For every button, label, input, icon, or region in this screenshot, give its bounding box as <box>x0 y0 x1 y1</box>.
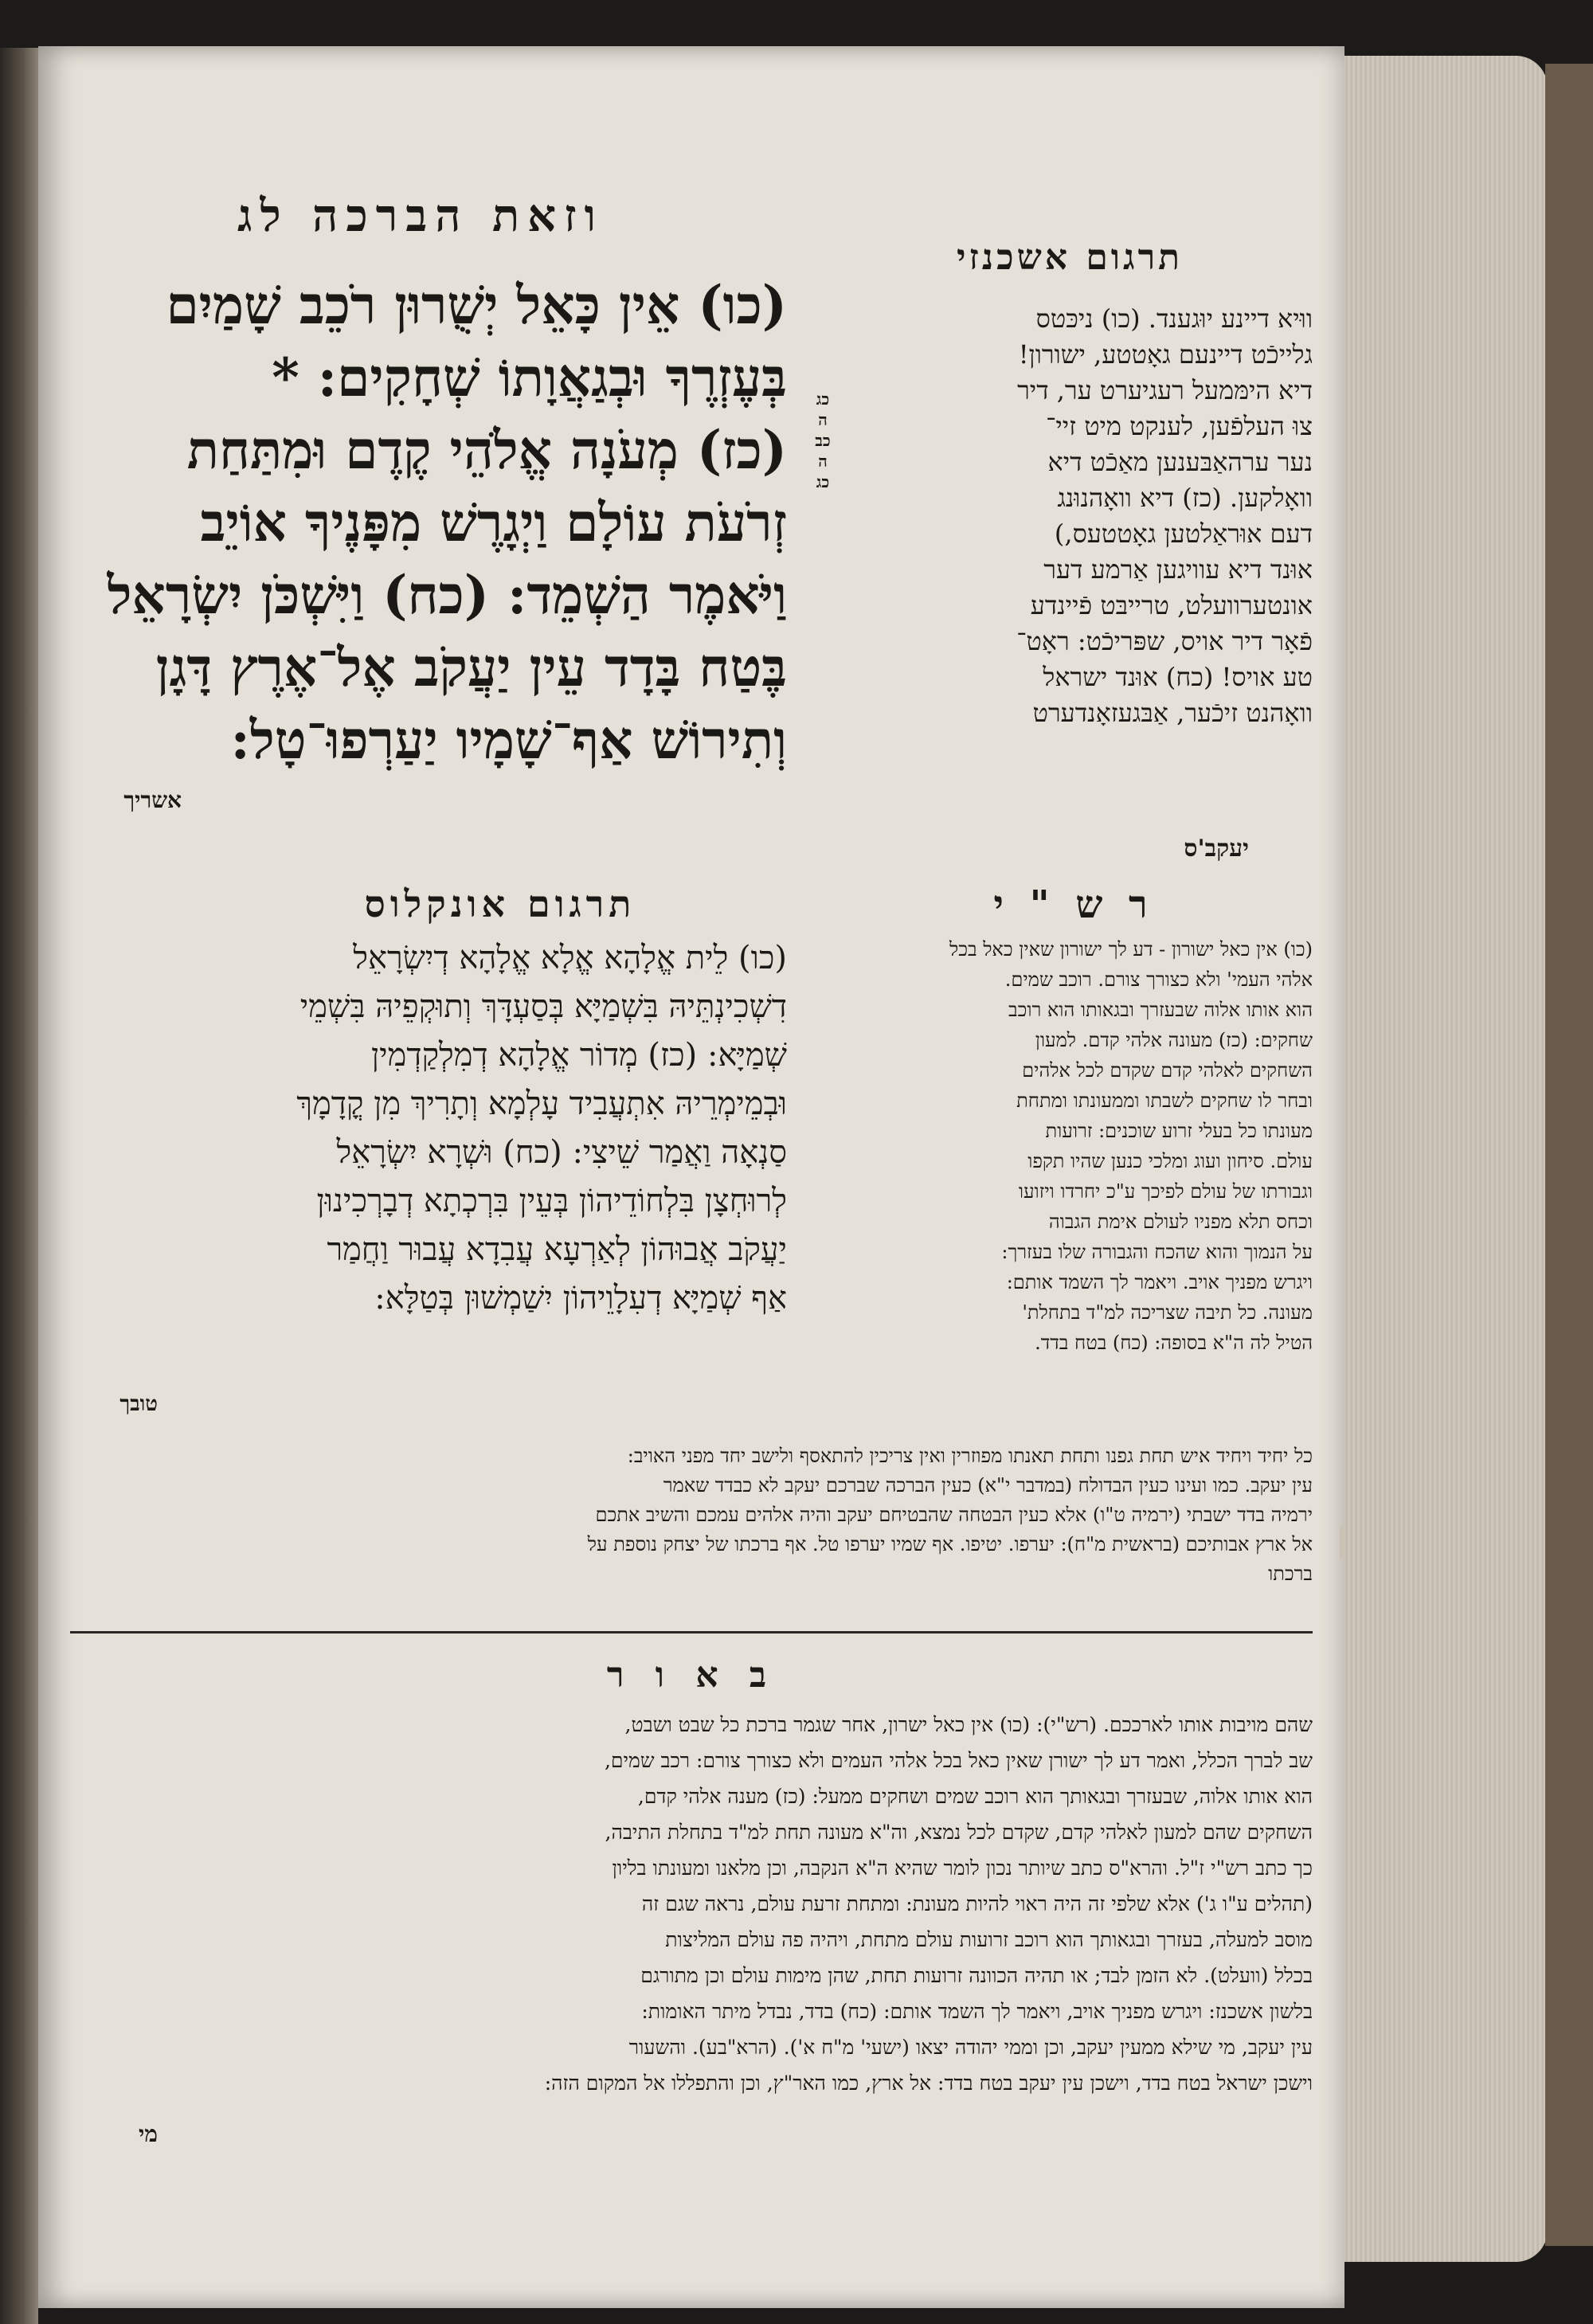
rashi-continued-block <box>70 1442 1313 1589</box>
biur-line: שב לברך הכלל, ואמר דע לך ישורן שאין כאל בכל אלהי העמים ולא כצורך צורם: רכב שמים, <box>604 1749 1313 1772</box>
translation-line: נער ערהאַבּענען מאַכֿט דיא <box>1047 447 1313 477</box>
biur-line: הוא אותו אלוה, שבעזרך ובגאותך הוא רוכב שמים ושחקים ממעל: (כז) מענה אלהי קדם, <box>637 1785 1313 1808</box>
translation-line: צוּ העלפֿען, לענקט מיט זיי־ <box>1046 411 1313 441</box>
translation-line: דיא הימּמעל רעגיערט ער, דיר <box>1017 375 1313 405</box>
rashi-line: כל יחיד ויחיד איש תחת גפנו ותחת תאנתו מפוזרין ואין צריכין להתאסף ולישב יחד מפני האויב: <box>627 1445 1313 1467</box>
margin-note: כב <box>815 431 831 450</box>
translation-line: וואָהנט זיכֿער, אַבּגעזאָנדערט <box>1032 698 1313 728</box>
rashi-line: אל ארץ אבותיכם (בראשית מ"ח): יערפו. יטיפו. אף שמיו יערפו טל. אף ברכתו של יצחק נוספת על <box>587 1533 1313 1555</box>
onkelos-line: (כו) לֵית אֱלָהָא אֱלָא אֱלָהָא דְיִשְׂרָאֵל <box>353 940 787 976</box>
torah-line: וַיֹּאמֶר הַשְׁמֵד: (כח) וַיִּשְׁכֹּן יִשְׂרָאֵל <box>107 564 787 626</box>
torah-line: (כו) אֵין כָּאֵל יְשֻׁרוּן רֹכֵב שָׁמַיִם <box>166 274 787 336</box>
torah-line: (כז) מְעֹנָה אֱלֹהֵי קֶדֶם וּמִתַּחַת <box>186 419 787 481</box>
rashi-line: שחקים: (כז) מעונה אלהי קדם. למעון <box>1035 1029 1313 1051</box>
translation-line: אונטערוועלט, טרייבּט פֿיינדע <box>1030 590 1313 620</box>
biur-line: עין יעקב, מי שילא ממעין יעקב, וכן וממי יהודה יצאו (ישעי' מ"ח א'). (הרא"בע). והשעור <box>628 2036 1313 2059</box>
biur-text-block <box>70 1707 1313 2101</box>
biur-line: השחקים שהם למעון לאלהי קדם, שקדם לכל נמצא, וה"א מעונה תחת למ"ד בתחלת התיבה, <box>605 1821 1313 1844</box>
rashi-line: וכחס תלא מפניו לעולם אימת הגבוה <box>1048 1211 1313 1233</box>
page-header-title: וזאת הברכה לג <box>237 190 604 242</box>
onkelos-line: דִשְׁכִינְתֵּיהּ בִּשְׁמַיָּא בְּסַעְדָּךְ וְתוּקְפֵיהּ בִּשְׁמֵי <box>299 988 787 1025</box>
biur-line: בכלל (וועלט). לא הזמן לבד; או תהיה הכוונה זרועות תחת, שהן מימות עולם וכן מתורגם <box>640 1964 1313 1987</box>
rashi-line: ובחר לו שחקים לשבתו וממעונתו ומתחת <box>1016 1090 1313 1112</box>
biur-catchword: מי <box>139 2121 158 2147</box>
translation-line: טע אויס! (כח) אוּנד ישראל <box>1043 662 1313 692</box>
book-fore-edge <box>1344 56 1548 2262</box>
torah-line: בֶּטַח בָּדָד עֵין יַעֲקֹב אֶל־אֶרֶץ דָּגָן <box>155 636 787 698</box>
margin-note: ה <box>818 452 828 471</box>
translation-line: פֿאָר דיר אויס, שפּריכֿט: ראָט־ <box>1016 626 1313 656</box>
biur-title: ב א ו ר <box>606 1655 777 1696</box>
torah-line: בְּעֶזְרֶךָ וּבְגַאֲוָתוֹ שְׁחָקִים: * <box>272 346 787 409</box>
torah-line: זְרֹעֹת עוֹלָם וַיְגָרֶשׁ מִפָּנֶיךָ אוֹיֵב <box>200 491 787 554</box>
onkelos-title: תרגום אונקלוס <box>364 882 636 925</box>
rashi-text-block <box>811 934 1313 1358</box>
translation-line: ווּיא דיינע יוּגענד. (כו) ניכּטס <box>1035 303 1313 334</box>
biur-line: שהם מויבות אותו לארככם. (רש"י): (כו) אין כאל ישרון, אחר שגמר ברכת כל שבט ושבט, <box>624 1713 1313 1736</box>
edge-marker <box>1340 1528 1344 1559</box>
translation-line: אוּנד דיא עוויגען אַרמע דער <box>1043 554 1313 585</box>
translation-line: דעם אוּראַלטען גאָטטעס,) <box>1054 518 1313 549</box>
rashi-line: הוא אותו אלוה שבעזרך ובגאותו הוא רוכב <box>1008 999 1313 1021</box>
rashi-line: אלהי העמי' ולא כצורך צורם. רוכב שמים. <box>1004 968 1313 991</box>
onkelos-line: לְרוּחְצָן בִּלְחוֹדֵיהוֹן בְּעֵין בִּרְכְתָא דְבָרְכִינוּן <box>316 1183 787 1219</box>
onkelos-line: יַעֲקֹב אֲבוּהוֹן לְאַרְעָא עֲבִדָא עֲבוּר וַחֲמַר <box>327 1231 787 1268</box>
rashi-line: על הנמוך והוא שהכח והגבורה שלו בעזרך: <box>1001 1241 1313 1263</box>
margin-note: כג <box>816 389 830 409</box>
margin-note: ה <box>818 410 828 429</box>
catchword: אשריך <box>123 787 182 813</box>
rashi-line: (כו) אין כאל ישורון - דע לך ישורון שאין כאל בכל <box>949 938 1313 961</box>
rashi-line: עולם. סיחון ועוג ומלכי כנען שהיו תקפו <box>1027 1150 1313 1172</box>
rashi-line: ויגרש מפניך אויב. ויאמר לך השמד אותם: <box>1006 1271 1313 1293</box>
translation-catchword: יעקב'ס <box>1184 835 1249 863</box>
biur-line: (תהלים ע"ו ג') אלא שלפי זה היה ראוי להיות מעונת: ומתחת זרעת עולם, נראה שגם זה <box>641 1892 1313 1915</box>
rashi-line: הטיל לה ה"א בסופה: (כח) בטח בדד. <box>1035 1332 1313 1354</box>
rashi-line: מעונתו כל בעלי זרוע שוכנים: זרועות <box>1045 1120 1313 1142</box>
biur-line: מוסב למעלה, בעזרך ובגאותך הוא רוכב זרועות עולם מתחת, ויהיה פה עולם המליצות <box>665 1928 1313 1951</box>
biur-line: בלשון אשכנז: ויגרש מפניך אויב, ויאמר לך השמד אותם: (כח) בדד, נבדל מיתר האומות: <box>641 2000 1313 2023</box>
book-left-edge <box>0 48 38 2324</box>
rashi-line: ירמיה בדד ישבתי (ירמיה ט"ו) אלא כעין הבטחה שהבטיחם יעקב והיה אלהים עמכם והשיב אתכם <box>595 1504 1313 1526</box>
book-page <box>38 46 1344 2308</box>
section-divider <box>70 1631 1313 1633</box>
rashi-title: ר ש " י <box>993 882 1154 927</box>
margin-notes <box>811 389 835 492</box>
rashi-line: עין יעקב. כמו ועינו כעין הבדולח (במדבר י"א) כעין הברכה שברכם יעקב לא כבדד שאמר <box>663 1474 1313 1497</box>
rashi-line: מעונה. כל תיבה שצריכה למ"ד בתחלת' <box>1022 1301 1313 1324</box>
onkelos-text-block <box>70 934 787 1323</box>
translation-column <box>843 301 1313 731</box>
onkelos-line: וּבְמֵימְרֵיהּ אִתְעֲבִיד עָלְמָא וְתָרִיךְ מִן קֳדָמָךְ <box>296 1086 787 1122</box>
translation-line: גלייכֿט דיינעם גאָטטע, ישורון! <box>1018 339 1313 370</box>
translation-line: וואָלקען. (כז) דיא וואָהנוּנג <box>1057 483 1313 513</box>
biur-line: כך כתב רש"י ז"ל. והרא"ס כתב שיותר נכון לומר שהיא ה"א הנקבה, וכן מלאנו ומעונתו בליון <box>612 1856 1313 1880</box>
onkelos-line: סַנְאָה וַאֲמַר שֵׁיצִי: (כח) וּשְׁרָא יִשְׂרָאֵל <box>336 1134 787 1171</box>
onkelos-catchword: טובך <box>119 1392 158 1416</box>
rashi-line: וגבורתו של עולם לפיכך ע"כ יחרדו ויזועו <box>1018 1180 1313 1203</box>
torah-line: וְתִירוֹשׁ אַף־שָׁמָיו יַעַרְפוּ־טָל: <box>230 709 787 771</box>
biur-line: וישכן ישראל בטח בדד, וישכן עין יעקב בטח בדד: אל ארץ, כמו האר"ץ, וכן והתפללו אל המקום הזה: <box>544 2072 1313 2095</box>
torah-text-block <box>70 269 787 777</box>
rashi-line: ברכתו <box>1268 1563 1313 1585</box>
book-binding <box>1545 64 1593 2246</box>
rashi-line: השחקים לאלהי קדם שקדם לכל אלהים <box>1022 1059 1313 1082</box>
onkelos-line: שְׁמַיָּא: (כז) מְדוֹר אֱלָהָא דְמִלְקַדְמִין <box>370 1037 787 1074</box>
margin-note: כג <box>816 472 830 491</box>
translation-column-title: תרגום אשכנזי <box>956 237 1184 278</box>
onkelos-line: אַף שְׁמַיָּא דְעִלָוֵיהוֹן יִשַׁמְשׁוּן בְּטַלָּא: <box>374 1280 787 1317</box>
